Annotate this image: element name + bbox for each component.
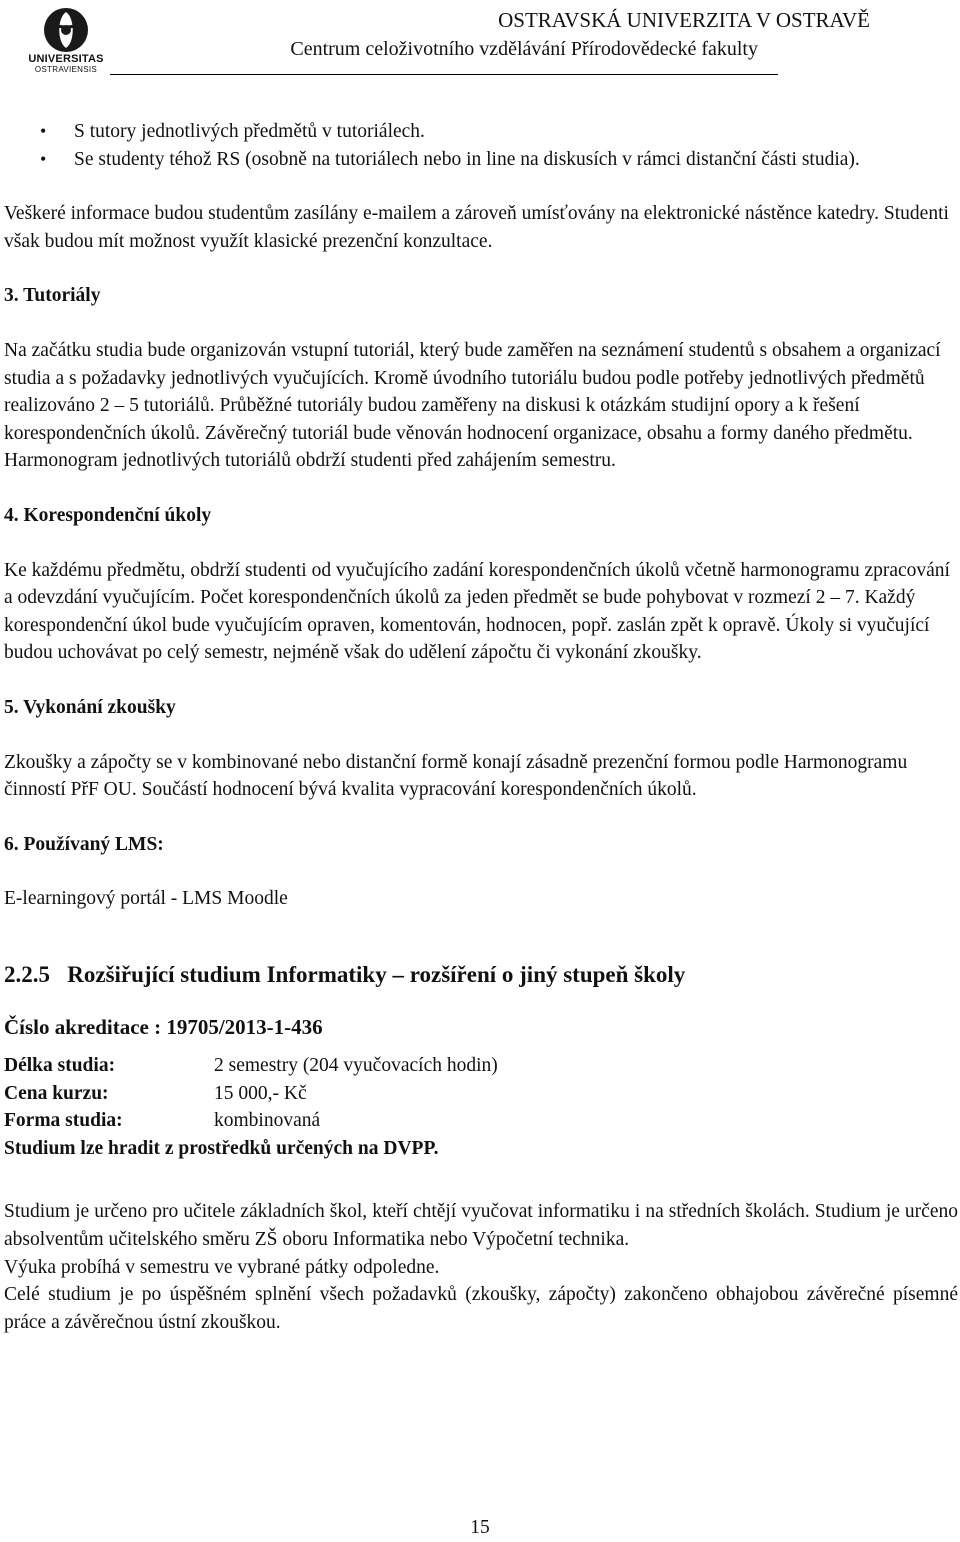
header-divider bbox=[110, 74, 778, 75]
accreditation-number: Číslo akreditace : 19705/2013-1-436 bbox=[4, 1015, 323, 1040]
section-title bbox=[4, 961, 958, 989]
bullet-item: • Se studenty téhož RS (osobně na tutoriálech nebo in line na diskusích v rámci distanční části studia). bbox=[4, 146, 958, 174]
section-title-text: Rozšiřující studium Informatiky – rozšíření o jiný stupeň školy bbox=[67, 961, 686, 987]
page-number: 15 bbox=[470, 1517, 490, 1538]
logo-line-1: UNIVERSITAS bbox=[28, 53, 104, 65]
heading-assignments: 4. Korespondenční úkoly bbox=[4, 504, 212, 526]
heading-lms: 6. Používaný LMS: bbox=[4, 833, 164, 855]
info-key: Cena kurzu: bbox=[4, 1082, 109, 1104]
closing-paragraph: Výuka probíhá v semestru ve vybrané pátky odpoledne. bbox=[4, 1256, 440, 1278]
closing-paragraph: Studium je určeno pro učitele základních škol, kteří chtějí vyučovat informatiku i na středních školách. Studium je určeno absolventům učitelského směru ZŠ oboru Informatika nebo Výpočetní technika. bbox=[4, 1201, 958, 1251]
header-subtitle: Centrum celoživotního vzdělávání Přírodovědecké fakulty bbox=[290, 38, 758, 60]
heading-tutorials: 3. Tutoriály bbox=[4, 285, 101, 307]
info-value: 2 semestry (204 vyučovacích hodin) bbox=[214, 1055, 498, 1077]
logo-text bbox=[26, 54, 106, 74]
section-number: 2.2.5 bbox=[4, 961, 50, 987]
info-paragraph: Veškeré informace budou studentům zasílány e-mailem a zároveň umísťovány na elektronické nástěnce katedry. Studenti však budou mít možnost využít klasické prezenční konzultace. bbox=[4, 203, 949, 252]
document-body bbox=[4, 118, 958, 1336]
closing-paragraph: Celé studium je po úspěšném splnění všech požadavků (zkoušky, zápočty) zakončeno obhajobou závěrečné písemné práce a závěrečnou ústní zkouškou. bbox=[4, 1284, 958, 1333]
heading-exams: 5. Vykonání zkoušky bbox=[4, 696, 176, 718]
exams-text: Zkoušky a zápočty se v kombinované nebo distanční formě konají zásadně prezenční formou podle Harmonogramu činností PřF OU. Součástí hodnocení bývá kvalita vypracování korespondenčních úkolů. bbox=[4, 751, 908, 801]
info-row bbox=[4, 1107, 958, 1135]
bullet-item: • S tutory jednotlivých předmětů v tutoriálech. bbox=[4, 118, 958, 146]
info-row bbox=[4, 1080, 958, 1108]
dvpp-note: Studium lze hradit z prostředků určených na DVPP. bbox=[4, 1137, 439, 1159]
info-key: Délka studia: bbox=[4, 1055, 116, 1077]
page-header bbox=[0, 0, 960, 80]
tutorials-text: Na začátku studia bude organizován vstupní tutoriál, který bude zaměřen na seznámení studentů s obsahem a organizací studia a s požadavky jednotlivých vyučujících. Kromě úvodního tutoriálu budou podle potřeby jednotlivých předmětů realizováno 2 – 5 tutoriálů. Průběžné tutoriály budou zaměřeny na diskusi k otázkám studijní opory a k řešení korespondenčních úkolů. Závěrečný tutoriál bude věnován hodnocení organizace, obsahu a formy daného předmětu. Harmonogram jednotlivých tutoriálů obdrží studenti před zahájením semestru. bbox=[4, 339, 941, 472]
info-key: Forma studia: bbox=[4, 1110, 123, 1132]
header-title: OSTRAVSKÁ UNIVERZITA V OSTRAVĚ bbox=[498, 8, 870, 32]
info-value: 15 000,- Kč bbox=[214, 1082, 307, 1104]
logo-line-2: OSTRAVIENSIS bbox=[34, 65, 98, 74]
lms-text: E-learningový portál - LMS Moodle bbox=[4, 888, 288, 910]
bullet-list bbox=[4, 118, 958, 173]
info-row bbox=[4, 1052, 958, 1080]
info-value: kombinovaná bbox=[214, 1110, 321, 1132]
assignments-text: Ke každému předmětu, obdrží studenti od vyučujícího zadání korespondenčních úkolů včetně harmonogramu zpracování a odevzdání vyučujícím. Počet korespondenčních úkolů za jeden předmět se bude pohybovat v rozmezí 2 – 7. Každý korespondenční úkol bude vyučujícím opraven, komentován, hodnocen, popř. zaslán zpět k opravě. Úkoly si vyučující budou uchovávat po celý semestr, nejméně však do udělení zápočtu či vykonání zkoušky. bbox=[4, 559, 950, 664]
